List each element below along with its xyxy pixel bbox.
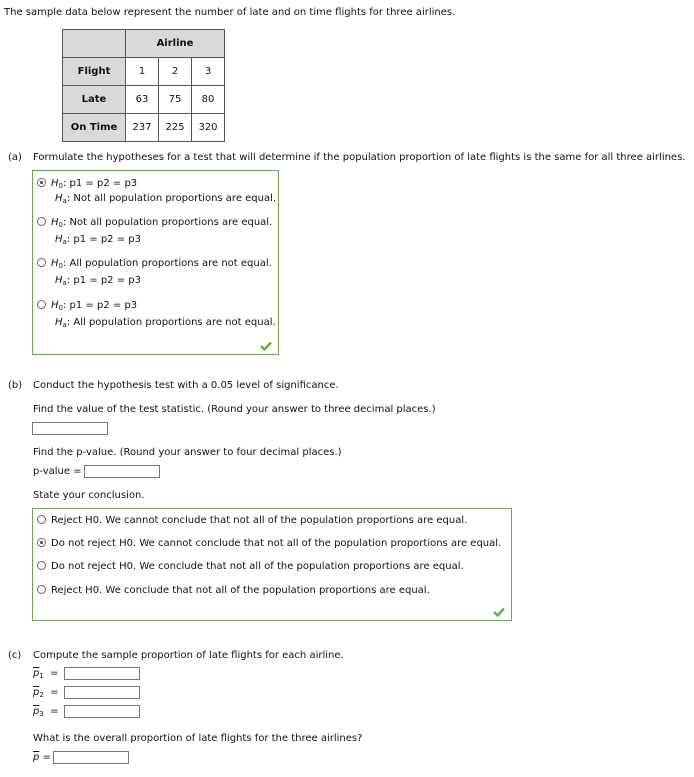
conclusion-option-4[interactable] <box>37 585 430 596</box>
hypothesis-option-1[interactable]: $H_0$: p1 = p2 = p3 <box>37 178 137 190</box>
part-b-label: (b) <box>8 380 23 391</box>
late-label: Late <box>63 86 126 114</box>
option-1-ha-line: $H_a$: Not all population proportions are equal. <box>55 193 277 205</box>
radio-icon[interactable] <box>37 258 46 267</box>
pvalue-prompt: Find the p-value. (Round your answer to four decimal places.) <box>33 447 342 458</box>
problem-intro: The sample data below represent the number of late and on time flights for three airlines. <box>4 7 456 18</box>
option-4-h0: : p1 = p2 = p3 <box>63 300 138 311</box>
late-airline-1: 63 <box>126 86 159 114</box>
option-3-ha-line: $H_a$: p1 = p2 = p3 <box>55 275 141 287</box>
pvalue-label: p-value = <box>33 466 82 477</box>
p1-input[interactable] <box>64 667 140 680</box>
overall-proportion-input[interactable] <box>53 751 129 764</box>
conclusion-2-text: Do not reject H0. We cannot conclude that not all of the population proportions are equal. <box>51 538 502 549</box>
test-stat-input[interactable] <box>32 422 108 435</box>
option-3-h0: : All population proportions are not equal. <box>63 258 272 269</box>
option-2-ha: : p1 = p2 = p3 <box>66 234 141 245</box>
overall-prompt: What is the overall proportion of late flights for the three airlines? <box>33 733 363 744</box>
flight-label: Flight <box>63 58 126 86</box>
test-stat-prompt: Find the value of the test statistic. (Round your answer to three decimal places.) <box>33 404 436 415</box>
late-airline-2: 75 <box>159 86 192 114</box>
radio-icon[interactable] <box>37 585 46 594</box>
option-1-h0: : p1 = p2 = p3 <box>63 178 138 189</box>
conclusion-prompt: State your conclusion. <box>33 490 145 501</box>
late-airline-3: 80 <box>192 86 225 114</box>
p1-label: $\overline{p}_1$ = <box>33 668 59 680</box>
ontime-label: On Time <box>63 114 126 142</box>
hypothesis-option-4[interactable]: $H_0$: p1 = p2 = p3 <box>37 300 137 312</box>
hypotheses-answer-box <box>32 170 279 355</box>
conclusion-answer-box <box>32 508 512 621</box>
conclusion-option-3[interactable] <box>37 561 464 572</box>
conclusion-1-text: Reject H0. We cannot conclude that not all of the population proportions are equal. <box>51 515 468 526</box>
p2-input[interactable] <box>64 686 140 699</box>
conclusion-3-text: Do not reject H0. We conclude that not all of the population proportions are equal. <box>51 561 464 572</box>
part-a-label: (a) <box>8 152 22 163</box>
p2-label: $\overline{p}_2$ = <box>33 687 59 699</box>
airline-2-header: 2 <box>159 58 192 86</box>
radio-selected-icon[interactable] <box>37 178 46 187</box>
option-3-ha: : p1 = p2 = p3 <box>66 275 141 286</box>
check-icon <box>493 607 505 617</box>
option-2-h0: : Not all population proportions are equal. <box>63 217 273 228</box>
conclusion-option-1[interactable] <box>37 515 467 526</box>
radio-icon[interactable] <box>37 515 46 524</box>
option-2-ha-line: $H_a$: p1 = p2 = p3 <box>55 234 141 246</box>
radio-selected-icon[interactable] <box>37 538 46 547</box>
pvalue-input[interactable] <box>84 465 160 478</box>
ontime-airline-3: 320 <box>192 114 225 142</box>
airline-3-header: 3 <box>192 58 225 86</box>
hypothesis-option-2[interactable]: $H_0$: Not all population proportions are equal. <box>37 217 272 229</box>
radio-icon[interactable] <box>37 561 46 570</box>
airline-header: Airline <box>126 30 225 58</box>
radio-icon[interactable] <box>37 300 46 309</box>
p3-label: $\overline{p}_3$ = <box>33 706 59 718</box>
part-b-question: Conduct the hypothesis test with a 0.05 level of significance. <box>33 380 339 391</box>
hypothesis-option-3[interactable]: $H_0$: All population proportions are not equal. <box>37 258 272 270</box>
part-a-question: Formulate the hypotheses for a test that will determine if the population proportion of late flights is the same for all three airlines. <box>33 152 686 163</box>
part-c-question: Compute the sample proportion of late flights for each airline. <box>33 650 344 661</box>
option-4-ha: : All population proportions are not equal. <box>66 317 276 328</box>
option-1-ha: : Not all population proportions are equal. <box>66 193 277 204</box>
conclusion-4-text: Reject H0. We conclude that not all of the population proportions are equal. <box>51 585 430 596</box>
part-c-label: (c) <box>8 650 22 661</box>
ontime-airline-1: 237 <box>126 114 159 142</box>
option-4-ha-line: $H_a$: All population proportions are not equal. <box>55 317 276 329</box>
check-icon <box>260 341 272 351</box>
flight-data-table <box>62 29 225 142</box>
ontime-airline-2: 225 <box>159 114 192 142</box>
table-corner <box>63 30 126 58</box>
radio-icon[interactable] <box>37 217 46 226</box>
pbar-label: $\overline{p}$ = <box>33 752 51 763</box>
p3-input[interactable] <box>64 705 140 718</box>
airline-1-header: 1 <box>126 58 159 86</box>
conclusion-option-2[interactable] <box>37 538 501 549</box>
